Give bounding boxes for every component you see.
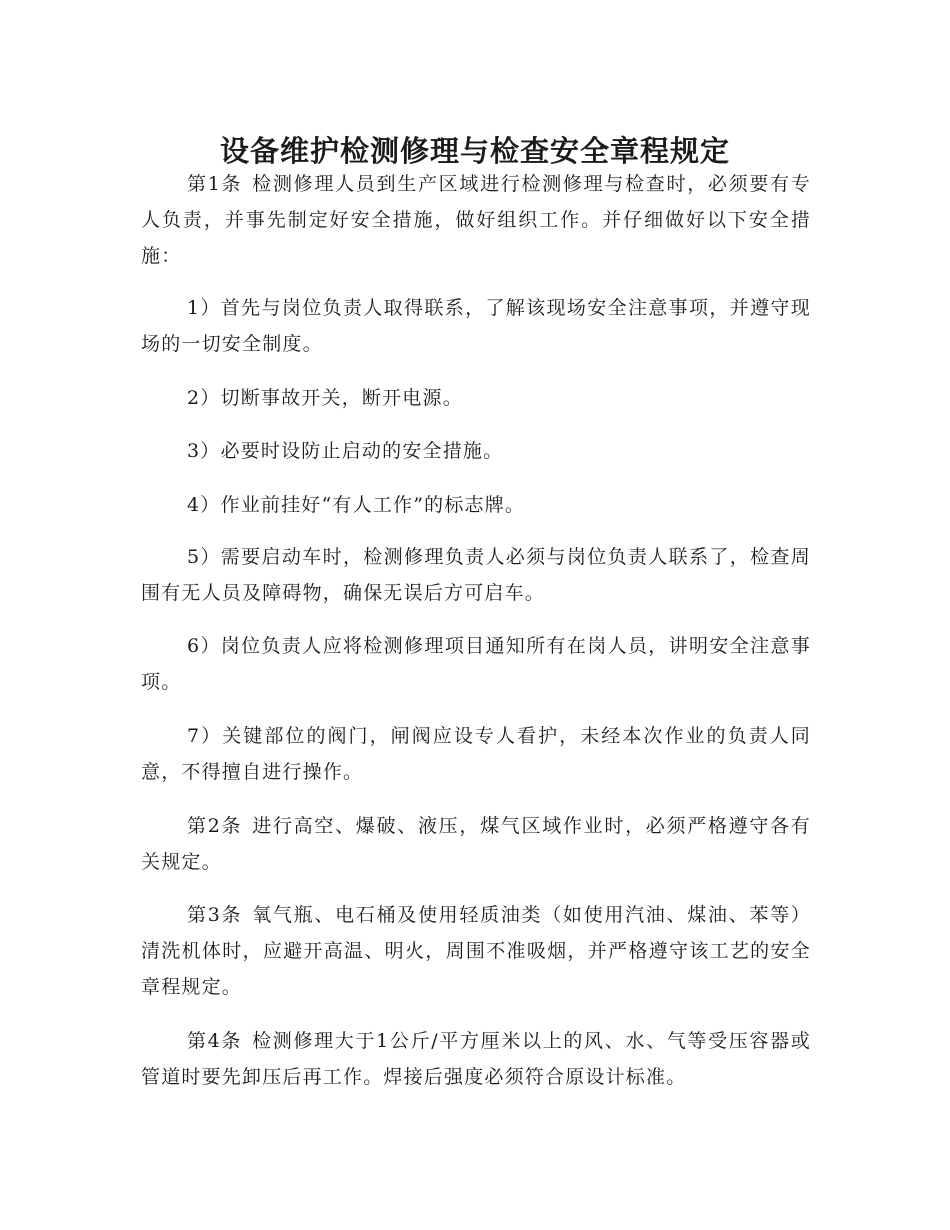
- paragraph-text: 氧气瓶、电石桶及使用轻质油类（如使用汽油、煤油、苯等）清洗机体时，应避开高温、明火，周围不准吸烟，并严格遵守该工艺的安全章程规定。: [141, 904, 811, 998]
- article-4-paragraph: [141, 1023, 811, 1095]
- measure-6-paragraph: [141, 628, 811, 700]
- paragraph-text: 1）首先与岗位负责人取得联系，了解该现场安全注意事项，并遵守现场的一切安全制度。: [141, 297, 811, 355]
- paragraph-text: 6）岗位负责人应将检测修理项目通知所有在岗人员，讲明安全注意事项。: [141, 635, 811, 693]
- paragraph-text: 进行高空、爆破、液压，煤气区域作业时，必须严格遵守各有关规定。: [141, 815, 811, 873]
- article-number: 第1条: [187, 173, 243, 195]
- measure-4-paragraph: [141, 487, 811, 523]
- measure-7-paragraph: [141, 718, 811, 790]
- article-number: 第3条: [187, 904, 243, 926]
- paragraph-text: 2）切断事故开关，断开电源。: [187, 387, 463, 409]
- measure-1-paragraph: [141, 290, 811, 362]
- measure-2-paragraph: [141, 380, 811, 416]
- article-2-paragraph: [141, 808, 811, 880]
- paragraph-text: 3）必要时设防止启动的安全措施。: [187, 440, 504, 462]
- paragraph-text: 5）需要启动车时，检测修理负责人必须与岗位负责人联系了，检查周围有无人员及障碍物，确保无误后方可启车。: [141, 546, 811, 604]
- measure-3-paragraph: [141, 433, 811, 469]
- article-1-paragraph: [141, 166, 811, 274]
- article-number: 第2条: [187, 815, 243, 837]
- article-number: 第4条: [187, 1030, 243, 1052]
- paragraph-text: 检测修理人员到生产区域进行检测修理与检查时，必须要有专人负责，并事先制定好安全措施，做好组织工作。并仔细做好以下安全措施：: [141, 173, 811, 267]
- paragraph-text: 4）作业前挂好“有人工作”的标志牌。: [187, 494, 526, 516]
- measure-5-paragraph: [141, 539, 811, 611]
- paragraph-text: 检测修理大于1公斤/平方厘米以上的风、水、气等受压容器或管道时要先卸压后再工作。焊接后强度必须符合原设计标准。: [141, 1030, 811, 1088]
- article-3-paragraph: [141, 897, 811, 1005]
- paragraph-text: 7）关键部位的阀门，闸阀应设专人看护，未经本次作业的负责人同意，不得擅自进行操作。: [141, 725, 811, 783]
- document-title: 设备维护检测修理与检查安全章程规定: [219, 134, 730, 169]
